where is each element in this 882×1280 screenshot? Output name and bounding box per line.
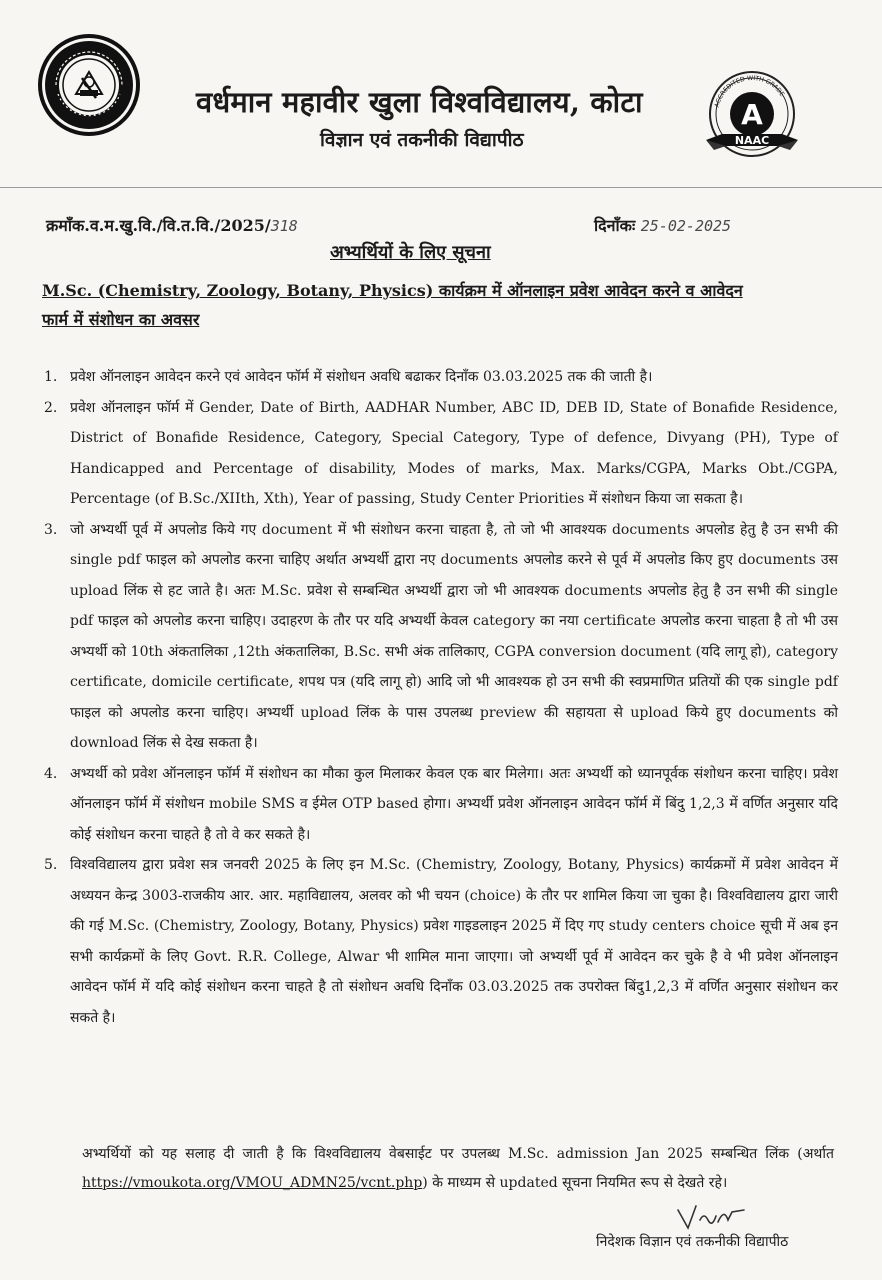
notice-points [38, 362, 838, 1033]
point-number: 2. [44, 399, 58, 416]
admission-link[interactable]: https://vmoukota.org/VMOU_ADMN25/vcnt.php [82, 1175, 423, 1191]
date-handwritten-value: 25-02-2025 [640, 217, 732, 235]
naac-grade: A [741, 98, 763, 131]
point-number: 5. [44, 857, 58, 873]
university-name: वर्धमान महावीर खुला विश्वविद्यालय, कोटा [196, 85, 643, 119]
advice-text-before: अभ्यर्थियों को यह सलाह दी जाती है कि विश्वविद्यालय वेबसाईट पर उपलब्ध M.Sc. admission Jan 2025 सम्बन्धित लिंक (अर्थात [82, 1146, 834, 1162]
date-field [594, 214, 731, 236]
subject-line-2: फार्म में संशोधन का अवसर [42, 310, 200, 329]
point-2 [38, 393, 838, 515]
naac-label: NAAC [734, 134, 770, 147]
point-text: विश्वविद्यालय द्वारा प्रवेश सत्र जनवरी 2025 के लिए इन M.Sc. (Chemistry, Zoology, Botany, Physics) कार्यक्रमों में प्रवेश आवेदन में अध्ययन केन्द्र 3003-राजकीय आर. आर. महाविद्यालय, अलवर को भी चयन (choice) के तौर पर शामिल किया जा चुका है। विश्वविद्यालय द्वारा जारी की गई M.Sc. (Chemistry, Zoology, Botany, Physics) प्रवेश गाइडलाइन 2025 में दिए गए study centers choice सूची में अब इन सभी कार्यक्रमों के लिए Govt. R.R. College, Alwar भी शामिल माना जाएगा। जो अभ्यर्थी पूर्व में आवेदन कर चुके है वे भी प्रवेश ऑनलाइन आवेदन फॉर्म में यदि कोई संशोधन करना चाहते है तो संशोधन अवधि दिनाँक 03.03.2025 तक उपरोक्त बिंदु1,2,3 में वर्णित अनुसार संशोधन कर सकते है। [70, 857, 838, 1026]
point-text: अभ्यर्थी को प्रवेश ऑनलाइन फॉर्म में संशोधन का मौका कुल मिलाकर केवल एक बार मिलेगा। अतः अभ्यर्थी को ध्यानपूर्वक संशोधन करना चाहिए। प्रवेश ऑनलाइन फॉर्म में संशोधन mobile SMS व ईमेल OTP based होगा। अभ्यर्थी प्रवेश ऑनलाइन आवेदन फॉर्म में बिंदु 1,2,3 में वर्णित अनुसार यदि कोई संशोधन करना चाहते है तो वे कर सकते है। [70, 765, 838, 843]
naac-accredited-text: ACCREDITED WITH GRADE [713, 74, 786, 109]
advice-text-after: ) के माध्यम से updated सूचना नियमित रूप से देखते रहे। [422, 1175, 728, 1191]
subject-line-1: M.Sc. (Chemistry, Zoology, Botany, Physics) कार्यक्रम में ऑनलाइन प्रवेश आवेदन करने व आवेदन [42, 281, 743, 300]
date-label: दिनाँकः [594, 216, 636, 235]
signature-mark [674, 1198, 754, 1234]
point-number: 1. [44, 369, 58, 385]
point-text: जो अभ्यर्थी पूर्व में अपलोड किये गए document में भी संशोधन करना चाहता है, तो जो भी आवश्यक documents अपलोड हेतु है उन सभी की single pdf फाइल को अपलोड करना चाहिए अर्थात अभ्यर्थी द्वारा नए documents अपलोड करने से पूर्व में अपलोड किए हुए documents उस upload लिंक से हट जाते है। अतः M.Sc. प्रवेश से सम्बन्धित अभ्यर्थी द्वारा जो भी आवश्यक documents अपलोड हेतु है उन सभी की single pdf फाइल को अपलोड करना चाहिए। उदाहरण के तौर पर यदि अभ्यर्थी केवल category का नया certificate अपलोड करना चाहता है तो भी उस अभ्यर्थी को 10th अंकतालिका ,12th अंकतालिका, B.Sc. सभी अंक तालिकाए, CGPA conversion document (यदि लागू हो), category certificate, domicile certificate, शपथ पत्र (यदि लागू हो) आदि जो भी आवश्यक हो उन सभी की स्वप्रमाणित प्रतियों की एक single pdf फाइल को अपलोड करना चाहिए। अभ्यर्थी upload लिंक के पास उपलब्ध preview की सहायता से upload किये हुए documents को download लिंक से देख सकता है। [70, 521, 838, 751]
point-3 [38, 515, 838, 759]
point-text: प्रवेश ऑनलाइन फॉर्म में Gender, Date of Birth, AADHAR Number, ABC ID, DEB ID, State of Bonafide Residence, District of Bonafide Residence, Category, Special Category, Type of defence, Divyang (PH), Type of Handicapped and Percentage of disability, Modes of marks, Max. Marks/CGPA, Marks Obt./CGPA, Percentage (of B.Sc./XIIth, Xth), Year of passing, Study Center Priorities में संशोधन किया जा सकता है। [70, 399, 838, 507]
point-number: 3. [44, 521, 58, 538]
header-divider [0, 187, 882, 188]
notice-subject [42, 276, 837, 334]
point-5 [38, 850, 838, 1033]
point-4 [38, 759, 838, 851]
naac-badge-logo [700, 70, 830, 170]
university-seal-logo [36, 32, 142, 138]
advice-paragraph [82, 1140, 834, 1198]
reference-handwritten-number: 318 [270, 217, 298, 235]
school-name: विज्ञान एवं तकनीकी विद्यापीठ [320, 129, 524, 151]
point-text: प्रवेश ऑनलाइन आवेदन करने एवं आवेदन फॉर्म में संशोधन अवधि बढाकर दिनाँक 03.03.2025 तक की जाती है। [70, 369, 653, 385]
reference-label: क्रमाँक.व.म.खु.वि./वि.त.वि./2025/ [46, 216, 271, 235]
reference-number [46, 214, 298, 236]
notice-title: अभ्यर्थियों के लिए सूचना [330, 242, 491, 263]
signatory-title: निदेशक विज्ञान एवं तकनीकी विद्यापीठ [596, 1234, 789, 1250]
point-number: 4. [44, 765, 58, 782]
point-1 [38, 362, 838, 393]
